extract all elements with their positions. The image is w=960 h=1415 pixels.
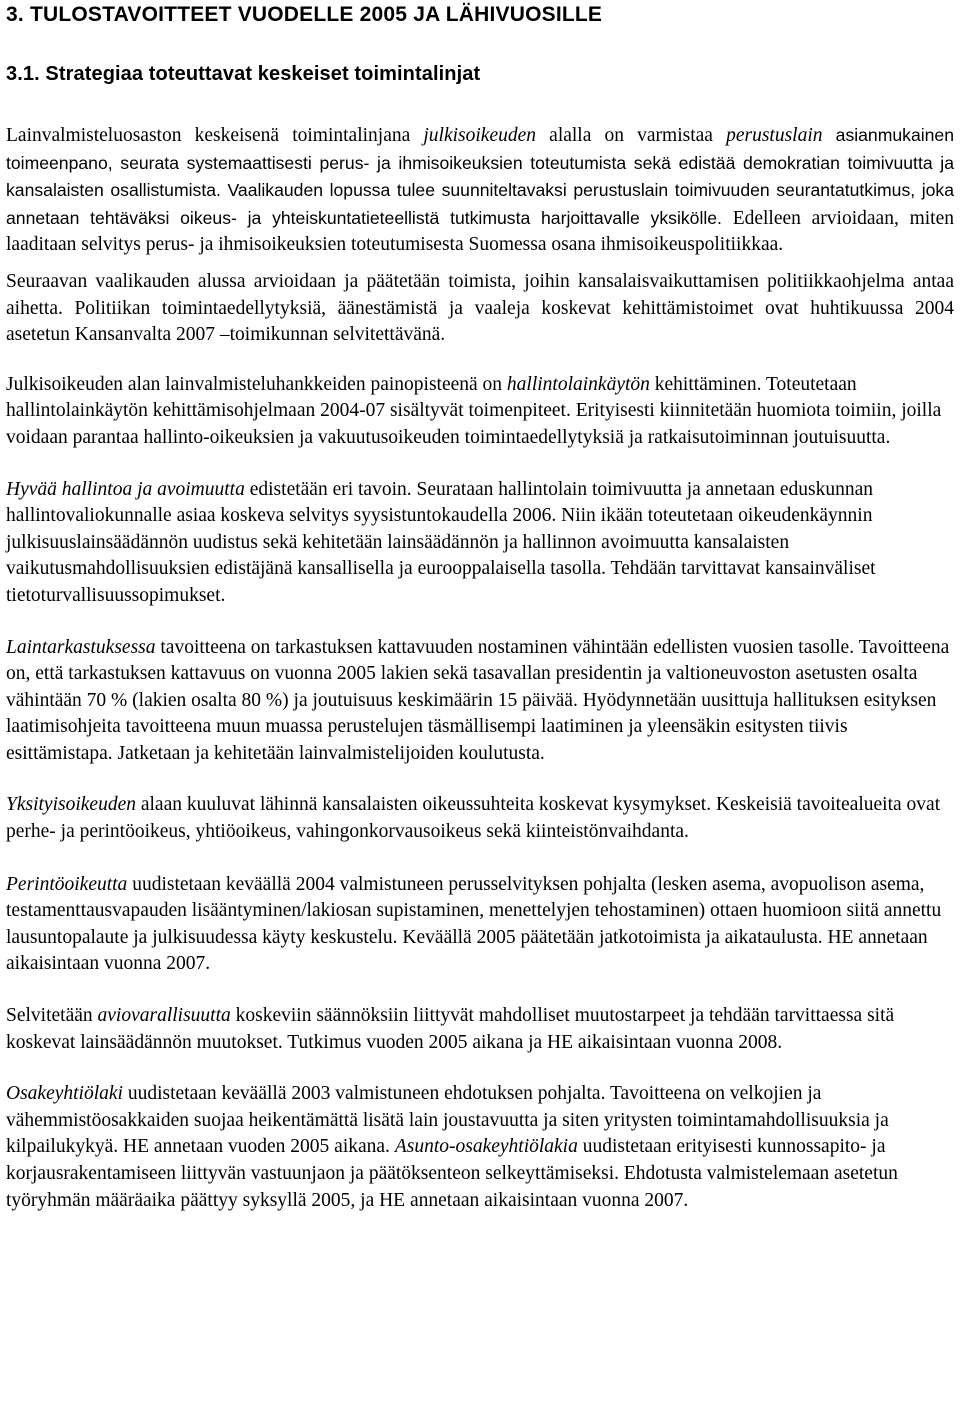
- text-run: Vaalikauden lopussa tulee suunniteltavaksi perustuslain toimivuuden seurantatutkimus, joka annetaan tehtäväksi oikeus- ja yhteiskuntatieteellistä tutkimusta harjoittavalle yksikölle.: [6, 180, 954, 228]
- paragraph-private-law: [6, 792, 954, 845]
- italic-term: Osakeyhtiölaki: [6, 1083, 123, 1105]
- paragraph-administrative-judiciary: [6, 372, 954, 452]
- text-run: kehittäminen. Toteutetaan hallintolainkäytön kehittämisohjelmaan 2004-07 sisältyvät toimenpiteet. Erityisesti kiinnitetään huomiota toimiin, joilla voidaan parantaa hallinto-oikeuksien ja vakuutusoikeuden toimintaedellytyksiä ja ratkaisutoiminnan joutuisuutta.: [6, 373, 942, 448]
- text-run: Lainvalmisteluosaston keskeisenä toimintalinjana: [6, 125, 424, 146]
- text-run: asianmukainen toimeenpano, seurata systemaattisesti perus- ja ihmisoikeuksien toteutumista sekä edistää demokratian toimivuutta ja kansalaisten osallistumista.: [6, 125, 955, 201]
- italic-term: julkisoikeuden: [423, 125, 537, 146]
- text-run: koskeviin säännöksiin liittyvät mahdolliset muutostarpeet ja tehdään tarvittaessa sitä koskevat lainsäädännön muutokset. Tutkimus vuoden 2005 aikana ja HE aikaisintaan vuonna 2008.: [6, 1005, 895, 1053]
- text-run: alalla on varmistaa: [536, 125, 727, 146]
- paragraph-law-review: [6, 635, 954, 768]
- text-run: tavoitteena on tarkastuksen kattavuuden nostaminen vähintään edellisten vuosien tasolle. Tavoitteena on, että tarkastuksen kattavuus on vuonna 2005 lakien sekä tasavallan presidentin ja valtioneuvoston asetusten osalta vähintään 70 % (lakien osalta 80 %) ja joutuisuus keskimäärin 15 päivää. Hyödynnetään uusittuja hallituksen esityksen laatimisohjeita tavoitteena muun muassa perustelujen täsmällisempi laatiminen ja yleensäkin esitysten tiivis esittämistapa. Jatketaan ja kehitetään lainvalmistelijoiden koulutusta.: [6, 636, 950, 764]
- italic-term: Hyvää hallintoa ja avoimuutta: [6, 478, 245, 500]
- text-run: Seuraavan vaalikauden alussa arvioidaan ja päätetään toimista, joihin kansalaisvaikuttamisen politiikkaohjelma antaa aihetta. Politiikan toimintaedellytyksiä, äänestämistä ja vaaleja koskevat kehittämistoimet ovat huhtikuussa 2004 asetetun Kansanvalta 2007 –toimikunnan selvitettävänä.: [6, 270, 954, 346]
- text-run: uudistetaan keväällä 2004 valmistuneen perusselvityksen pohjalta (lesken asema, avopuolison asema, testamenttausvapauden lisääntyminen/lakiosan supistaminen, menettelyjen tehostaminen) ottaen huomioon siitä annettu lausuntopalaute ja julkisuudessa käyty keskustelu. Keväällä 2005 päätetään jatkotoimista ja aikataulusta. HE annetaan aikaisintaan vuonna 2007.: [6, 873, 942, 975]
- paragraph-inheritance-law: [6, 872, 954, 978]
- italic-term: Yksityisoikeuden: [6, 794, 136, 816]
- text-run: uudistetaan erityisesti kunnossapito- ja korjausrakentamiseen liittyvän vastuunjaon ja päätöksenteon selkeyttämiseksi. Ehdotusta valmistelemaan asetetun työryhmän määräaika päättyy syksyllä 2005, ja HE annetaan aikaisintaan vuonna 2007.: [6, 1136, 898, 1211]
- section-heading: 3. TULOSTAVOITTEET VUODELLE 2005 JA LÄHIVUOSILLE: [6, 3, 603, 26]
- text-run: Selvitetään: [6, 1005, 98, 1027]
- text-run: edistetään eri tavoin. Seurataan hallintolain toimivuutta ja annetaan eduskunnan hallintovaliokunnalle asiaa koskeva selvitys syysistuntokaudella 2006. Niin ikään toteutetaan oikeudenkäynnin julkisuuslainsäädännön uudistus sekä kehitetään lainsäädännön ja hallinnon avoimuutta kansalaisten vaikutusmahdollisuuksien edistäjänä kansallisella ja eurooppalaisella tasolla. Tehdään tarvittavat kansainväliset tietoturvallisuussopimukset.: [6, 478, 876, 606]
- paragraph-companies-act: [6, 1081, 954, 1214]
- italic-term: Laintarkastuksessa: [6, 636, 156, 658]
- paragraph-constitutional-law: [6, 122, 954, 259]
- paragraph-good-governance: [6, 477, 954, 610]
- italic-term: perustuslain: [726, 125, 823, 146]
- text-run: alaan kuuluvat lähinnä kansalaisten oikeussuhteita koskevat kysymykset. Keskeisiä tavoitealueita ovat perhe- ja perintöoikeus, yhtiöoikeus, vahingonkorvausoikeus sekä kiinteistönvaihdanta.: [6, 794, 941, 843]
- document-page: [6, 0, 954, 1214]
- italic-term: Asunto-osakeyhtiölakia: [394, 1136, 578, 1158]
- text-run: Julkisoikeuden alan lainvalmisteluhankkeiden painopisteenä on: [6, 373, 507, 395]
- paragraph-citizen-influence: [6, 269, 954, 349]
- paragraph-matrimonial-property: [6, 1003, 954, 1056]
- subsection-heading: 3.1. Strategiaa toteuttavat keskeiset toimintalinjat: [6, 63, 481, 85]
- italic-term: Perintöoikeutta: [6, 873, 128, 895]
- text-run: uudistetaan keväällä 2003 valmistuneen ehdotuksen pohjalta. Tavoitteena on velkojien ja vähemmistöosakkaiden suojaa heikentämättä lisätä lain joustavuutta ja siten yritysten toimintamahdollisuuksia ja kilpailukykyä. HE annetaan vuoden 2005 aikana.: [6, 1083, 889, 1158]
- text-run: Edelleen arvioidaan, miten laaditaan selvitys perus- ja ihmisoikeuksien toteutumisesta Suomessa osana ihmisoikeuspolitiikkaa.: [6, 207, 954, 256]
- italic-term: hallintolainkäytön: [506, 373, 650, 395]
- italic-term: aviovarallisuutta: [97, 1005, 231, 1027]
